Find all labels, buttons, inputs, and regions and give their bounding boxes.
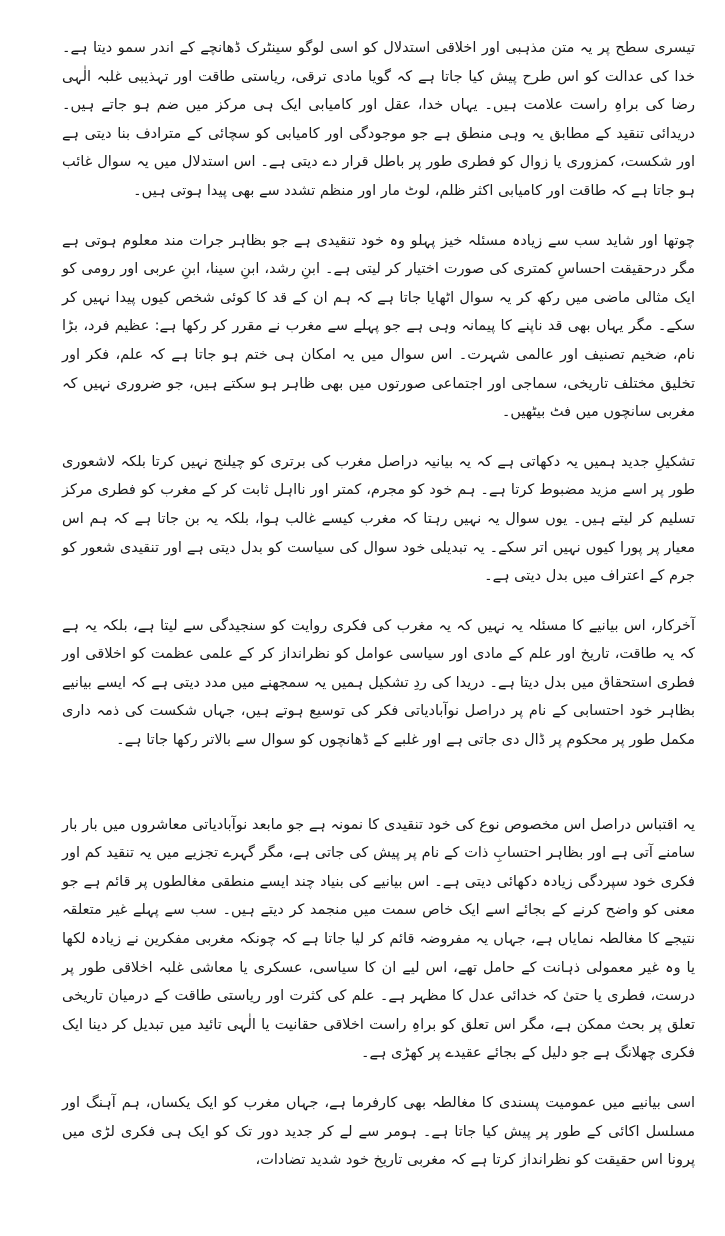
paragraph-4: آخرکار، اس بیانیے کا مسئلہ یہ نہیں کہ یہ مغرب کی فکری روایت کو سنجیدگی سے لیتا ہے، بلکہ یہ ہے کہ یہ طاقت، تاریخ اور علم کے مادی اور سیاسی عوامل کو نظرانداز کر کے علمی عظمت کو اخلاقی اور فطری استحقاق میں بدل دیتا ہے۔ دریدا کی ردِ تشکیل ہمیں یہ سمجھنے میں مدد دیتی ہے کہ ایسے بیانیے بظاہر خود احتسابی کے نام پر دراصل نوآبادیاتی فکر کی توسیع ہوتے ہیں، جہاں شکست کی ذمہ داری مکمل طور پر محکوم پر ڈال دی جاتی ہے اور غلبے کے ڈھانچوں کو سوال سے بالاتر رکھا جاتا ہے۔ — [62, 617, 695, 749]
paragraph-6: اسی بیانیے میں عمومیت پسندی کا مغالطہ بھی کارفرما ہے، جہاں مغرب کو ایک یکساں، ہم آہنگ اور مسلسل اکائی کے طور پر پیش کیا جاتا ہے۔ ہومر سے لے کر جدید دور تک کو ایک ہی فکری لڑی میں پرونا اس حقیقت کو نظرانداز کرتا ہے کہ مغربی تاریخ خود شدید تضادات، — [62, 1095, 695, 1169]
paragraph-3: تشکیلِ جدید ہمیں یہ دکھاتی ہے کہ یہ بیانیہ دراصل مغرب کی برتری کو چیلنج نہیں کرتا بلکہ لاشعوری طور پر اسے مزید مضبوط کرتا ہے۔ ہم خود کو مجرم، کمتر اور نااہل ثابت کر کے مغرب کو فطری مرکز تسلیم کر لیتے ہیں۔ یوں سوال یہ نہیں رہتا کہ مغرب کیسے غالب ہوا، بلکہ یہ بن جاتا ہے کہ ہم اس معیار پر پورا کیوں نہیں اتر سکے۔ یہ تبدیلی خود سوال کی سیاست کو بدل دیتی ہے اور تنقیدی شعور کو جرم کے اعتراف میں بدل دیتی ہے۔ — [62, 453, 695, 585]
paragraph-2: چوتھا اور شاید سب سے زیادہ مسئلہ خیز پہلو وہ خود تنقیدی ہے جو بظاہر جرات مند معلوم ہوتی ہے مگر درحقیقت احساسِ کمتری کی صورت اختیار کر لیتی ہے۔ ابنِ رشد، ابنِ سینا، ابنِ عربی اور رومی کو ایک مثالی ماضی میں رکھ کر یہ سوال اٹھایا جاتا ہے کہ ہم ان کے قد کا کوئی شخص کیوں پیدا نہیں کر سکے۔ مگر یہاں بھی قد ناپنے کا پیمانہ وہی ہے جو پہلے سے مغرب نے مقرر کر رکھا ہے: عظیم فرد، بڑا نام، ضخیم تصنیف اور عالمی شہرت۔ اس سوال میں یہ امکان ہی ختم ہو جاتا ہے کہ علم، فکر اور تخلیق مختلف تاریخی، سماجی اور اجتماعی صورتوں میں بھی ظاہر ہو سکتے ہیں، جو ضروری نہیں کہ مغربی سانچوں میں فٹ بیٹھیں۔ — [62, 232, 695, 421]
paragraph-5: یہ اقتباس دراصل اس مخصوص نوع کی خود تنقیدی کا نمونہ ہے جو مابعد نوآبادیاتی معاشروں میں بار بار سامنے آتی ہے اور بظاہر احتسابِ ذات کے نام پر پیش کی جاتی ہے، مگر گہرے تجزیے میں یہ تنقید کم اور فکری خود سپردگی زیادہ دکھائی دیتی ہے۔ اس بیانیے کی بنیاد چند ایسے منطقی مغالطوں پر قائم ہے جو معنی کو واضح کرنے کے بجائے اسے ایک خاص سمت میں منجمد کر دیتے ہیں۔ سب سے پہلے غیر متعلقہ نتیجے کا مغالطہ نمایاں ہے، جہاں یہ مفروضہ قائم کر لیا جاتا ہے کہ چونکہ مغربی مفکرین نے زیادہ لکھا یا وہ غیر معمولی ذہانت کے حامل تھے، اس لیے ان کا سیاسی، عسکری یا معاشی غلبہ اخلاقی طور پر درست، فطری یا حتیٰ کہ خدائی عدل کا مظہر ہے۔ علم کی کثرت اور ریاستی طاقت کے درمیان تاریخی تعلق پر بحث ممکن ہے، مگر اس تعلق کو براہِ راست اخلاقی حقانیت یا الٰہی تائید میں تبدیل کر دینا ایک فکری چھلانگ ہے جو دلیل کے بجائے عقیدے پر کھڑی ہے۔ — [62, 816, 695, 1062]
paragraph-1: تیسری سطح پر یہ متن مذہبی اور اخلاقی استدلال کو اسی لوگو سینٹرک ڈھانچے کے اندر سمو دیتا ہے۔ خدا کی عدالت کو اس طرح پیش کیا جاتا ہے کہ گویا مادی ترقی، ریاستی طاقت اور تہذیبی غلبہ الٰہی رضا کی براہِ راست علامت ہیں۔ یہاں خدا، عقل اور کامیابی ایک ہی مرکز میں ضم ہو جاتے ہیں۔ دریدائی تنقید کے مطابق یہ وہی منطق ہے جو موجودگی اور کامیابی کو سچائی کے مترادف بنا دیتی ہے اور شکست، کمزوری یا زوال کو فطری طور پر باطل قرار دے دیتی ہے۔ اس استدلال میں یہ سوال غائب ہو جاتا ہے کہ طاقت اور کامیابی اکثر ظلم، لوٹ مار اور منظم تشدد سے بھی پیدا ہوتی ہیں۔ — [62, 40, 695, 199]
